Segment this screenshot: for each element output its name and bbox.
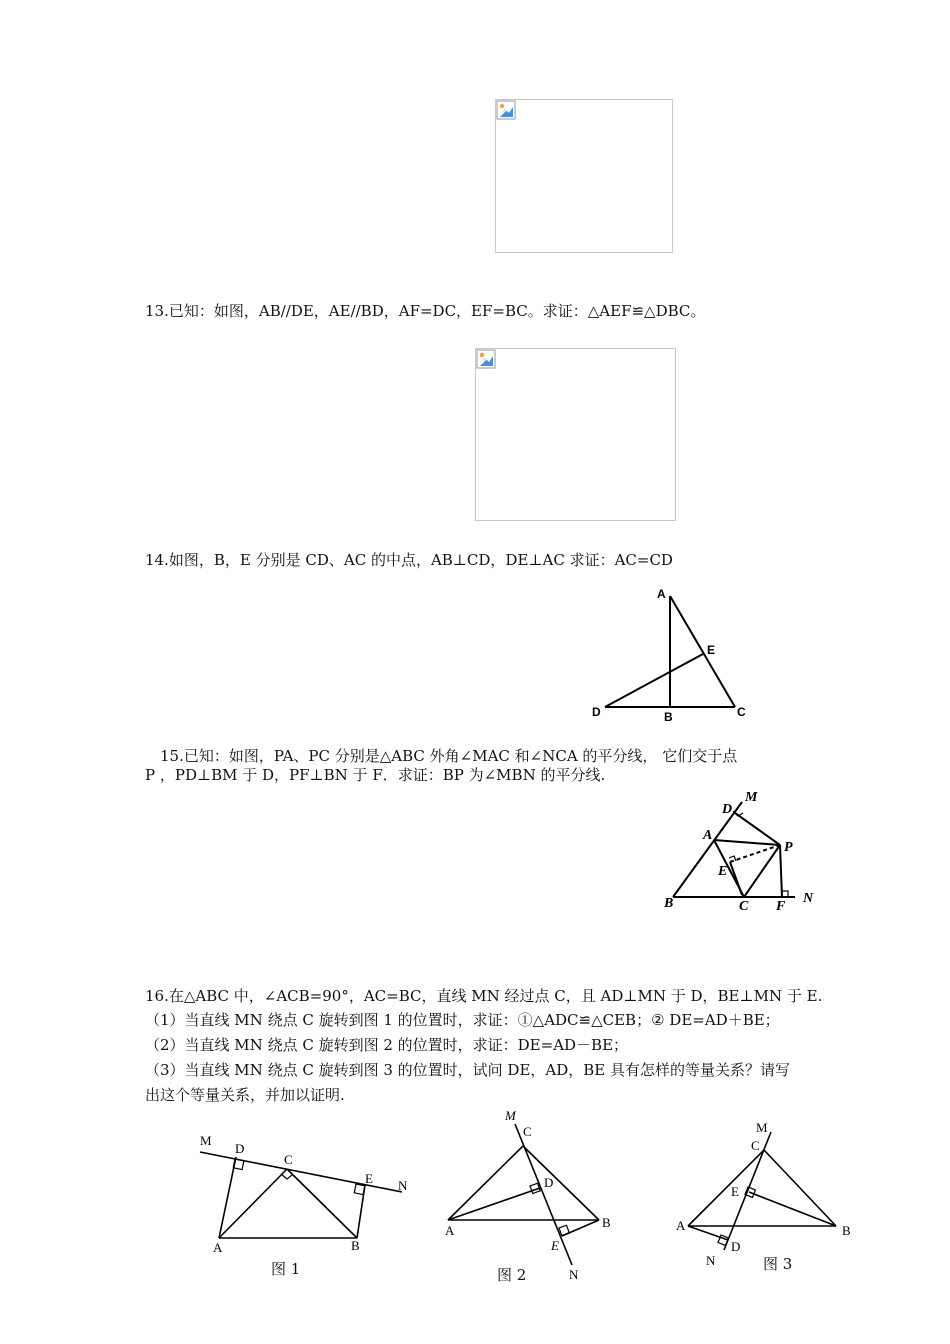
problem-16-line-1: 16.在△ABC 中，∠ACB=90°，AC=BC，直线 MN 经过点 C，且 AD⊥MN 于 D，BE⊥MN 于 E. xyxy=(145,987,823,1005)
label-b: B xyxy=(664,710,673,724)
problem-16-line-5: 出这个等量关系，并加以证明. xyxy=(145,1086,345,1104)
label-b: B xyxy=(664,896,674,911)
problem-15-figure xyxy=(660,785,830,915)
label-m: M xyxy=(200,1133,212,1148)
figure-3-caption: 图 3 xyxy=(763,1255,793,1273)
problem-14-figure xyxy=(580,580,760,725)
problem-16-figure-2 xyxy=(440,1100,620,1285)
problem-15-line-2: P ，PD⊥BM 于 D，PF⊥BN 于 F．求证：BP 为∠MBN 的平分线. xyxy=(145,766,606,784)
label-d: D xyxy=(235,1141,245,1156)
problem-13-text: 13.已知：如图，AB//DE，AE//BD，AF=DC，EF=BC。求证：△AEF≌△DBC。 xyxy=(145,302,706,320)
label-n: N xyxy=(706,1253,716,1268)
label-m: M xyxy=(745,790,758,805)
problem-15-line-1: 15.已知：如图，PA、PC 分别是△ABC 外角∠MAC 和∠NCA 的平分线， 它们交于点 xyxy=(160,747,738,765)
problem-16-line-3: （2）当直线 MN 绕点 C 旋转到图 2 的位置时，求证：DE=AD－BE； xyxy=(145,1036,629,1054)
label-e: E xyxy=(707,643,716,657)
image-placeholder-1 xyxy=(495,99,673,253)
label-m: M xyxy=(505,1108,516,1123)
label-c: C xyxy=(751,1138,760,1153)
label-a: A xyxy=(213,1240,223,1255)
label-b: B xyxy=(351,1238,360,1253)
problem-16-figure-3 xyxy=(670,1115,860,1275)
broken-image-icon xyxy=(476,349,496,369)
label-c: C xyxy=(739,899,749,914)
label-p: P xyxy=(784,840,793,855)
label-a: A xyxy=(676,1218,686,1233)
label-a: A xyxy=(657,587,666,601)
label-e: E xyxy=(551,1238,559,1253)
label-m: M xyxy=(756,1120,768,1135)
label-c: C xyxy=(523,1124,532,1139)
label-d: D xyxy=(592,705,601,719)
broken-image-icon xyxy=(496,100,516,120)
figure-1-caption: 图 1 xyxy=(271,1260,301,1278)
label-d: D xyxy=(544,1175,554,1190)
problem-16-line-2: （1）当直线 MN 绕点 C 旋转到图 1 的位置时，求证：①△ADC≌△CEB；② DE=AD＋BE； xyxy=(145,1011,780,1029)
label-f: F xyxy=(776,899,786,914)
label-c: C xyxy=(737,705,746,719)
label-d: D xyxy=(722,802,733,817)
label-b: B xyxy=(842,1223,851,1238)
image-placeholder-2 xyxy=(475,348,676,521)
label-e: E xyxy=(365,1171,373,1186)
label-e: E xyxy=(718,864,728,879)
label-a: A xyxy=(445,1223,455,1238)
label-n: N xyxy=(803,891,814,906)
label-a: A xyxy=(703,828,713,843)
figure-2-caption: 图 2 xyxy=(497,1266,527,1284)
problem-16-line-4: （3）当直线 MN 绕点 C 旋转到图 3 的位置时，试问 DE，AD，BE 具有怎样的等量关系？请写 xyxy=(145,1061,791,1079)
label-d: D xyxy=(731,1239,741,1254)
label-n: N xyxy=(398,1178,408,1193)
label-b: B xyxy=(602,1215,611,1230)
problem-16-figure-1 xyxy=(195,1125,420,1260)
label-n: N xyxy=(569,1267,579,1282)
problem-14-text: 14.如图，B，E 分别是 CD、AC 的中点，AB⊥CD，DE⊥AC 求证：AC=CD xyxy=(145,551,673,569)
label-e: E xyxy=(731,1184,739,1199)
label-c: C xyxy=(284,1152,293,1167)
